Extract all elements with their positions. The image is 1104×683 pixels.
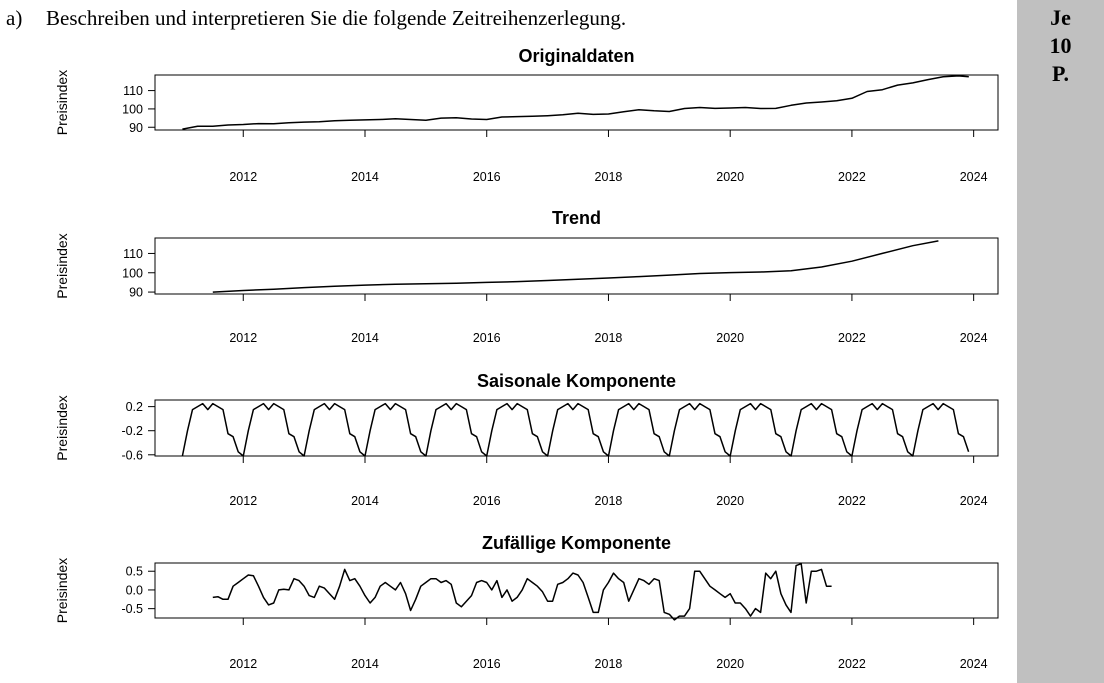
trend-x-tick-label: 2018 [594, 331, 623, 345]
zufall-y-tick-label: 0.0 [125, 583, 143, 598]
zufall-y-tick-label: -0.5 [121, 602, 143, 617]
zufall-x-tick-label: 2012 [229, 657, 258, 671]
question-body: Beschreiben und interpretieren Sie die folgende Zeitreihenzerlegung. [46, 6, 627, 30]
originaldaten-title: Originaldaten [518, 46, 635, 66]
originaldaten-x-tick-label: 2020 [716, 170, 745, 184]
zufall-series-line [213, 564, 832, 620]
points-line-3: P. [1052, 61, 1069, 86]
originaldaten-x-tick-label: 2024 [959, 170, 988, 184]
trend-x-tick-label: 2016 [472, 331, 501, 345]
saisonal-x-tick-label: 2018 [594, 494, 623, 508]
originaldaten-x-tick-label: 2012 [229, 170, 258, 184]
saisonal-y-axis-label: Preisindex [54, 395, 70, 461]
originaldaten-x-tick-label: 2018 [594, 170, 623, 184]
trend-y-tick-label: 90 [129, 285, 143, 300]
saisonal-series-line [182, 404, 968, 456]
zufall-y-axis-label: Preisindex [54, 557, 70, 624]
trend-x-tick-label: 2022 [838, 331, 866, 345]
zufall-x-tick-label: 2022 [838, 657, 866, 671]
originaldaten-plot-frame [155, 75, 998, 130]
zufall-x-tick-label: 2020 [716, 657, 745, 671]
trend-x-tick-label: 2020 [716, 331, 745, 345]
zufall-y-tick-label: 0.5 [125, 564, 143, 579]
zufall-x-tick-label: 2014 [351, 657, 379, 671]
points-sidebar [1017, 0, 1104, 683]
trend-x-tick-label: 2012 [229, 331, 258, 345]
saisonal-x-tick-label: 2016 [472, 494, 501, 508]
points-line-2: 10 [1049, 33, 1072, 58]
saisonal-y-tick-label: -0.2 [121, 424, 143, 439]
zufall-x-tick-label: 2016 [472, 657, 501, 671]
saisonal-y-tick-label: 0.2 [125, 400, 143, 415]
trend-plot-frame [155, 238, 998, 294]
question-label: a) [6, 6, 23, 30]
trend-y-tick-label: 100 [122, 266, 143, 281]
originaldaten-x-tick-label: 2016 [472, 170, 501, 184]
zufall-title: Zufällige Komponente [482, 533, 671, 553]
saisonal-x-tick-label: 2022 [838, 494, 866, 508]
trend-y-tick-label: 110 [123, 246, 143, 261]
trend-x-tick-label: 2024 [959, 331, 988, 345]
saisonal-x-tick-label: 2012 [229, 494, 258, 508]
originaldaten-y-tick-label: 100 [122, 102, 143, 117]
saisonal-x-tick-label: 2024 [959, 494, 988, 508]
saisonal-y-tick-label: -0.6 [121, 448, 143, 463]
zufall-x-tick-label: 2024 [959, 657, 988, 671]
saisonal-x-tick-label: 2014 [351, 494, 379, 508]
originaldaten-x-tick-label: 2022 [838, 170, 866, 184]
trend-title: Trend [551, 208, 602, 228]
originaldaten-y-tick-label: 90 [129, 120, 143, 135]
originaldaten-y-axis-label: Preisindex [54, 69, 70, 136]
originaldaten-y-tick-label: 110 [123, 84, 143, 99]
points-line-1: Je [1050, 5, 1071, 30]
trend-y-axis-label: Preisindex [54, 233, 70, 299]
zufall-plot-frame [155, 563, 998, 618]
saisonal-x-tick-label: 2020 [716, 494, 745, 508]
saisonal-title: Saisonale Komponente [476, 371, 677, 391]
trend-x-tick-label: 2014 [351, 331, 379, 345]
originaldaten-x-tick-label: 2014 [351, 170, 379, 184]
zufall-x-tick-label: 2018 [594, 657, 623, 671]
trend-series-line [213, 241, 939, 292]
originaldaten-series-line [182, 76, 968, 129]
